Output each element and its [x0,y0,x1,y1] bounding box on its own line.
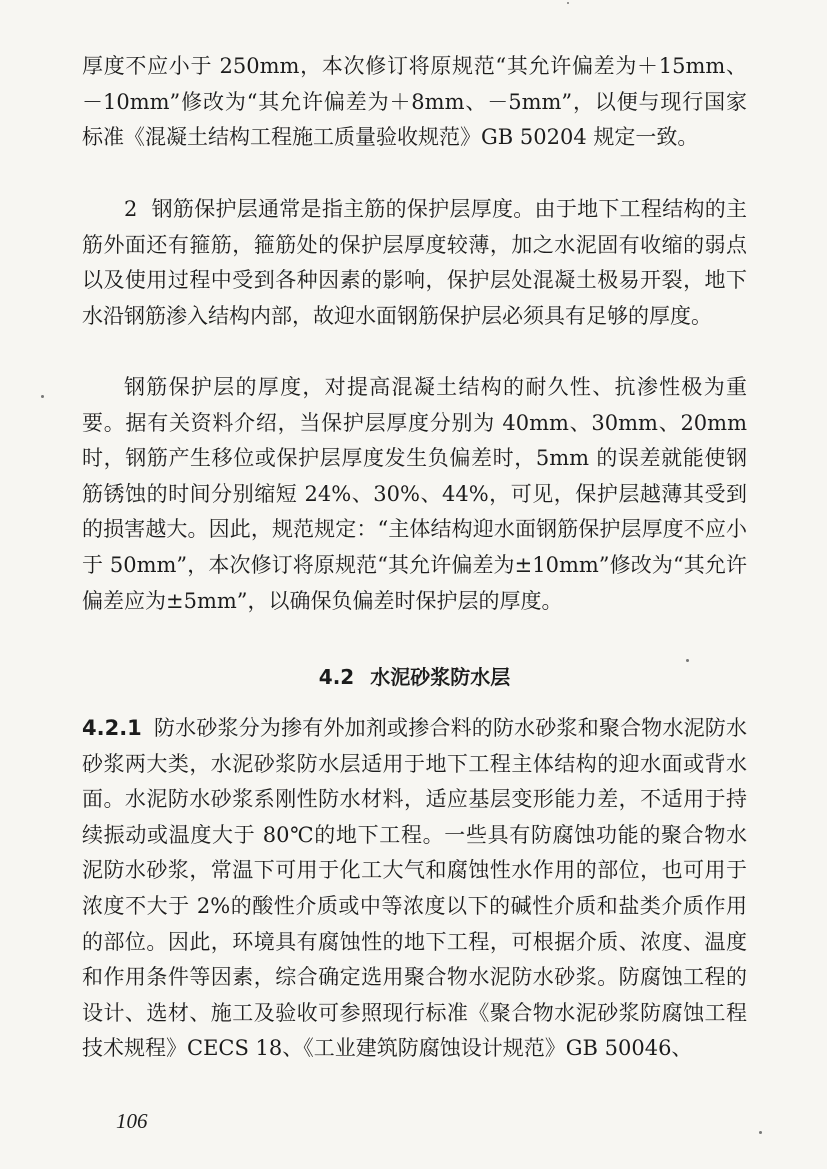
item-number: 2 [124,197,138,221]
paragraph-tolerance-revision: 厚度不应小于 250mm，本次修订将原规范“其允许偏差为＋15mm、－10mm”修改为“其允许偏差为＋8mm、－5mm”，以便与现行国家标准《混凝土结构工程施工质量验收规范》GB 50204 规定一致。 [82,54,747,150]
clause-text: 防水砂浆分为掺有外加剂或掺合料的防水砂浆和聚合物水泥防水砂浆两大类，水泥砂浆防水层适用于地下工程主体结构的迎水面或背水面。水泥防水砂浆系刚性防水材料，适应基层变形能力差，不适用于持续振动或温度大于 80℃的地下工程。一些具有防腐蚀功能的聚合物水泥防水砂浆，常温下可用于化工大气和腐蚀性水作用的部位，也可用于浓度不大于 2%的酸性介质或中等浓度以下的碱性介质和盐类介质作用的部位。因此，环境具有腐蚀性的地下工程，可根据介质、浓度、温度和作用条件等因素，综合确定选用聚合物水泥防水砂浆。防腐蚀工程的设计、选材、施工及验收可参照现行标准《聚合物水泥砂浆防腐蚀工程技术规程》CECS 18、《工业建筑防腐蚀设计规范》GB 50046、 [82,716,747,1061]
scan-speck [41,395,44,398]
scan-speck [686,659,689,662]
scan-speck [567,2,569,4]
paragraph-item-2 [82,192,747,334]
clause-number: 4.2.1 [82,716,142,740]
paragraph-cover-thickness: 钢筋保护层的厚度，对提高混凝土结构的耐久性、抗渗性极为重要。据有关资料介绍，当保护层厚度分别为 40mm、30mm、20mm 时，钢筋产生移位或保护层厚度发生负偏差时，5mm 的误差就能使钢筋锈蚀的时间分别缩短 24%、30%、44%，可见，保护层越薄其受到的损害越大。因此，规范规定：“主体结构迎水面钢筋保护层厚度不应小于 50mm”，本次修订将原规范“其允许偏差为±10mm”修改为“其允许偏差应为±5mm”，以确保负偏差时保护层的厚度。 [82,375,747,613]
section-heading [82,659,747,695]
scan-speck [759,1131,762,1134]
section-number: 4.2 [318,665,355,689]
item-2-text: 钢筋保护层通常是指主筋的保护层厚度。由于地下工程结构的主筋外面还有箍筋，箍筋处的保护层厚度较薄，加之水泥固有收缩的弱点以及使用过程中受到各种因素的影响，保护层处混凝土极易开裂，地下水沿钢筋渗入结构内部，故迎水面钢筋保护层必须具有足够的厚度。 [82,197,747,328]
clause-4-2-1 [82,711,747,1067]
page-number: 106 [116,1109,148,1133]
section-title: 水泥砂浆防水层 [370,665,511,689]
